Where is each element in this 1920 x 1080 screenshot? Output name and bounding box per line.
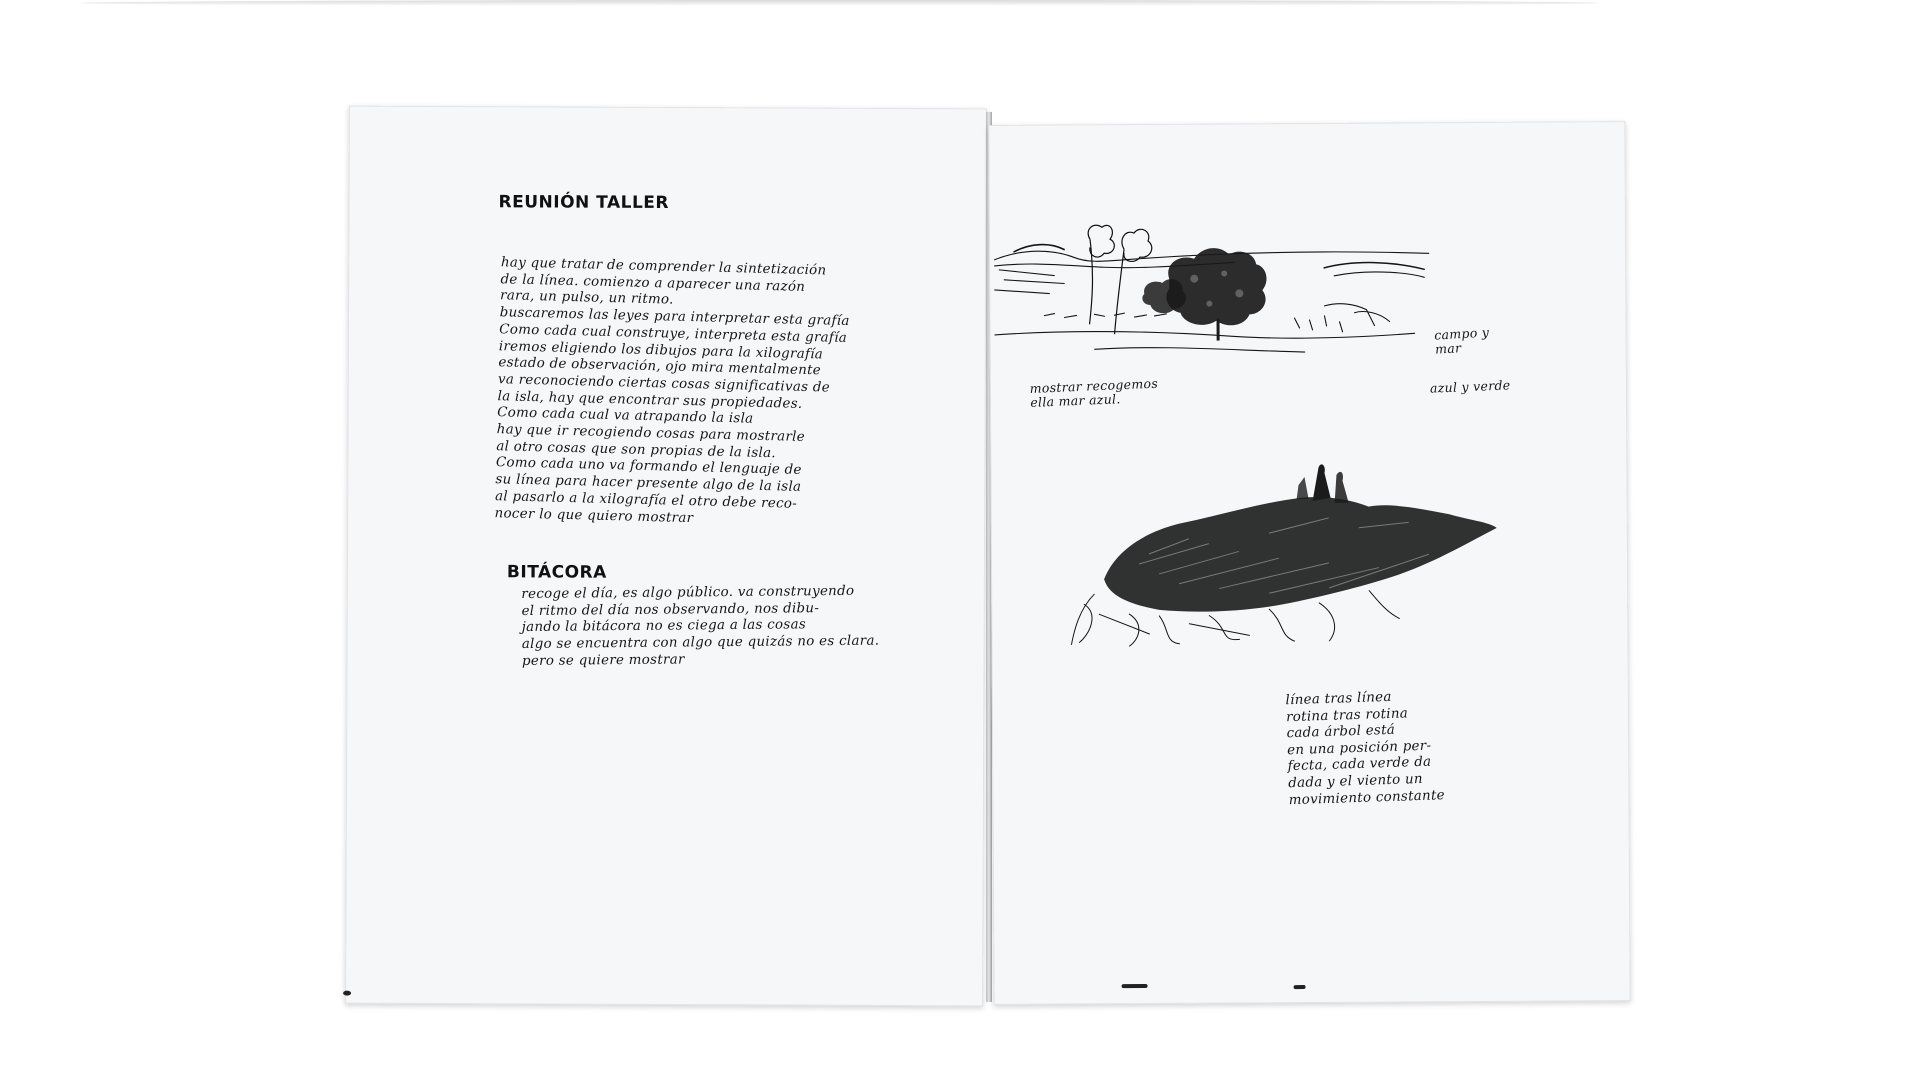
ink-mark-bottom-1 <box>1122 984 1148 988</box>
ink-mark-bottom-2 <box>1294 985 1306 989</box>
landscape-sketch-trees <box>994 217 1430 370</box>
handwritten-poem: línea tras línea rotina tras rotina cada árbol está en una posición per- fecta, cada verde da dada y el viento un movimiento constante <box>1285 689 1446 808</box>
caption-mostrar: mostrar recogemos ella mar azul. <box>1029 375 1159 410</box>
handwritten-notes-bitacora: recoge el día, es algo público. va construyendo el ritmo del día nos observando, nos dibu- jando la bitácora no es ciega a las cosas algo se encuentra con algo que quizás no es clara. pero se quiere mostrar <box>521 583 880 669</box>
left-page <box>345 106 987 1007</box>
ink-smudge <box>343 991 351 996</box>
caption-campo-y-mar: campo y mar <box>1433 324 1490 357</box>
caption-azul-y-verde: azul y verde <box>1429 377 1511 396</box>
handwritten-notes-reunion: hay que tratar de comprender la sintetización de la línea. comienzo a aparecer una razón rara, un pulso, un ritmo. buscaremos las leyes para interpretar esta grafía Como cada cual construye, interpreta esta grafía iremos eligiendo los dibujos para la xilografía estado de observación, ojo mira mentalmente va reconociendo ciertas cosas significativas de la isla, hay que encontrar sus propiedades. Como cada cual va atrapando la isla hay que ir recogiendo cosas para mostrarle al otro cosas que son propias de la isla. Como cada uno va formando el lenguaje de su línea para hacer presente algo de la isla al pasarlo a la xilografía el otro debe reco- nocer lo que quiero mostrar <box>494 255 850 526</box>
hill-sketch <box>1068 462 1499 650</box>
heading-bitacora: BITÁCORA <box>506 562 607 583</box>
heading-reunion-taller: REUNIÓN TALLER <box>498 192 670 214</box>
right-page <box>988 121 1630 1005</box>
